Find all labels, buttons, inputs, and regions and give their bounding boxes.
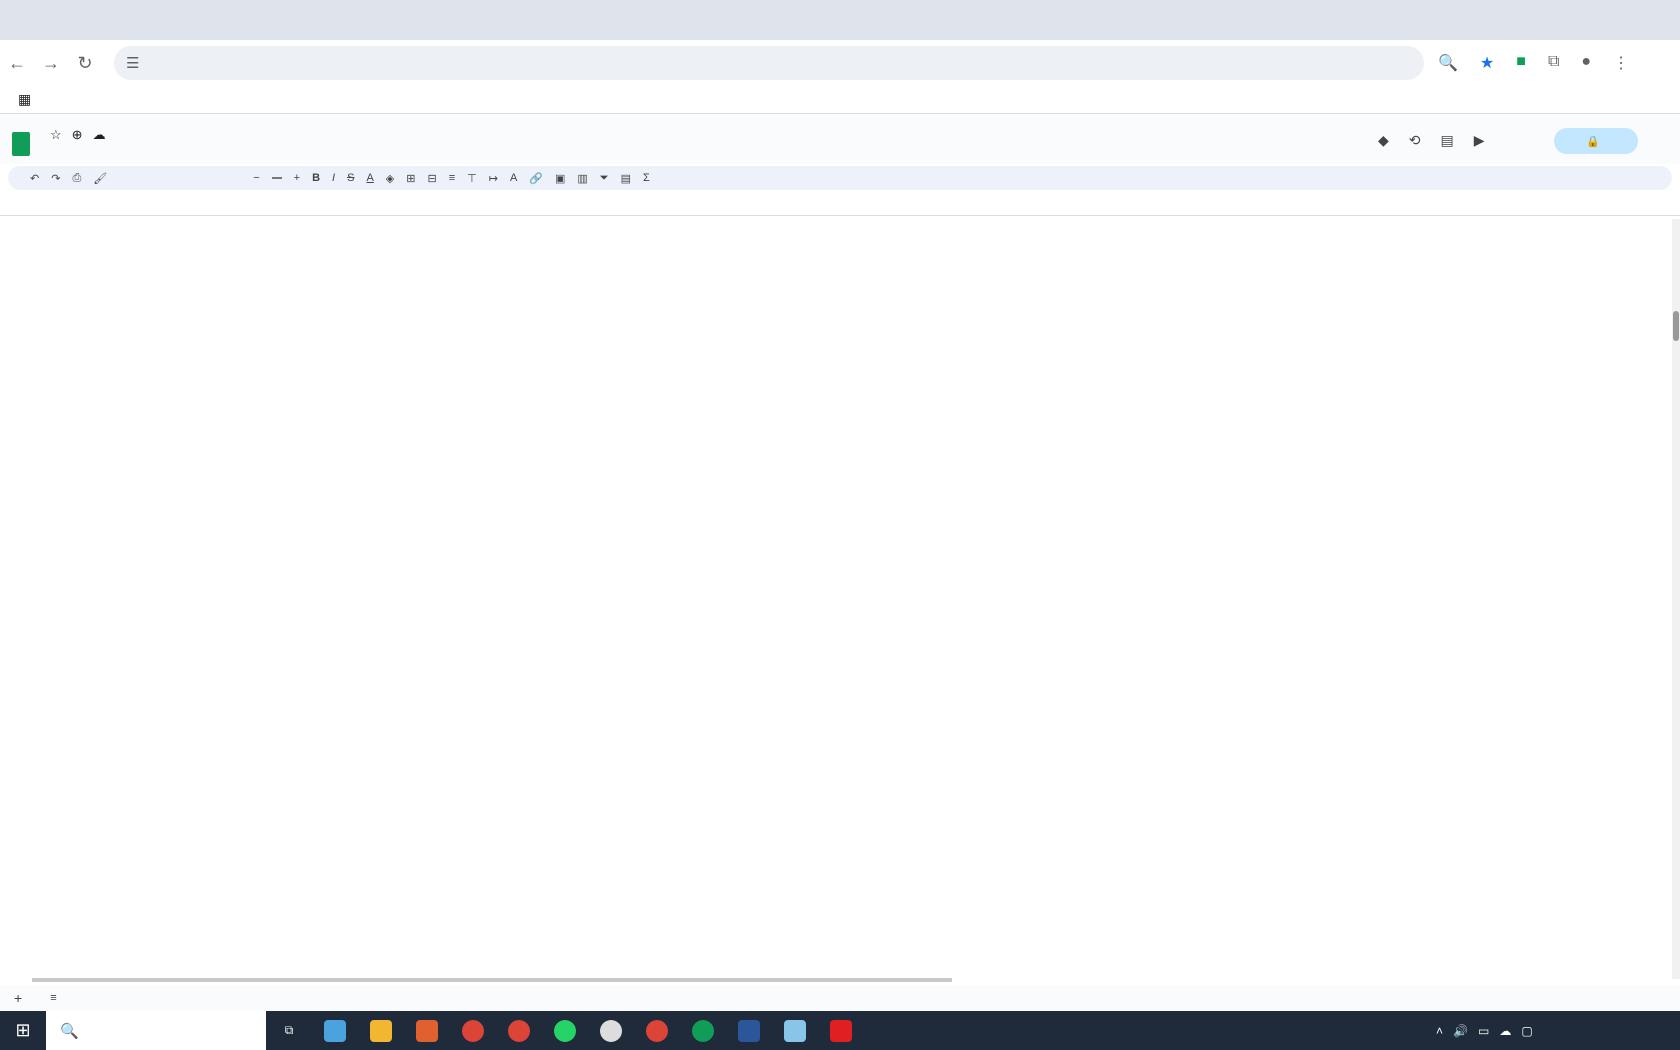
bookmarks-bar: [0, 86, 1680, 114]
strikethrough-icon[interactable]: S: [347, 172, 355, 184]
sheet-tabs-bar: [0, 985, 1680, 1011]
cloud-icon[interactable]: ☁: [1499, 1024, 1512, 1038]
windows-taskbar: [0, 1011, 1680, 1050]
windows-start-icon[interactable]: ⊞: [15, 1020, 31, 1040]
app-icon-2[interactable]: [588, 1011, 634, 1050]
extension-icon[interactable]: ■: [1516, 53, 1526, 70]
align-icon[interactable]: ≡: [448, 172, 456, 184]
fill-color-icon[interactable]: ◈: [385, 172, 395, 185]
volume-icon[interactable]: 🔊: [1453, 1024, 1468, 1038]
font-size-decrease[interactable]: −: [253, 172, 260, 184]
extensions-puzzle-icon[interactable]: ⧉: [1547, 53, 1560, 70]
reload-icon[interactable]: ↻: [77, 52, 93, 73]
valign-icon[interactable]: ⊤: [467, 172, 477, 185]
link-icon[interactable]: 🔗: [529, 172, 543, 185]
add-sheet-icon[interactable]: +: [14, 990, 23, 1006]
formula-bar: [0, 196, 1680, 216]
functions-icon[interactable]: Σ: [643, 172, 650, 184]
chrome-icon[interactable]: [450, 1011, 496, 1050]
font-size-increase[interactable]: +: [293, 172, 301, 184]
move-icon[interactable]: ⊕: [71, 127, 83, 142]
formatting-toolbar: [8, 166, 1672, 190]
gemini-icon[interactable]: ◆: [1378, 132, 1389, 148]
rotate-icon[interactable]: A: [509, 172, 518, 184]
all-sheets-icon[interactable]: ≡: [50, 992, 57, 1004]
horizontal-scrollbar[interactable]: [32, 978, 952, 982]
cloud-status-icon[interactable]: ☁: [92, 127, 106, 142]
lock-icon: 🔒: [1586, 135, 1600, 148]
browser-tab-strip: [0, 0, 1680, 40]
whatsapp-icon[interactable]: [542, 1011, 588, 1050]
app-icon[interactable]: [404, 1011, 450, 1050]
chrome-icon-3[interactable]: [634, 1011, 680, 1050]
bookmark-star-icon[interactable]: ★: [1479, 55, 1495, 72]
paint-format-icon[interactable]: 🖌: [93, 172, 108, 185]
chrome-icon-4[interactable]: [680, 1011, 726, 1050]
wrap-icon[interactable]: ↦: [488, 172, 498, 185]
doc-title-row: [40, 127, 106, 143]
sheets-logo-icon[interactable]: [12, 132, 30, 156]
notepad-icon[interactable]: [772, 1011, 818, 1050]
undo-icon[interactable]: ↶: [30, 172, 40, 185]
profile-avatar[interactable]: ●: [1581, 53, 1592, 70]
copilot-icon[interactable]: [312, 1011, 358, 1050]
taskbar-search[interactable]: [46, 1011, 266, 1050]
acrobat-icon[interactable]: [818, 1011, 864, 1050]
network-icon[interactable]: ▭: [1477, 1024, 1490, 1038]
comments-icon[interactable]: ▤: [1440, 132, 1454, 148]
word-icon[interactable]: [726, 1011, 772, 1050]
back-icon[interactable]: ←: [8, 52, 26, 73]
url-field[interactable]: [114, 46, 1424, 80]
merge-icon[interactable]: ⊟: [427, 172, 437, 185]
search-icon: 🔍: [60, 1022, 79, 1040]
forward-icon[interactable]: →: [42, 52, 60, 73]
meet-icon[interactable]: ▶: [1473, 132, 1485, 148]
filter-icon[interactable]: ⏷: [599, 171, 609, 184]
font-size-field[interactable]: [272, 177, 282, 179]
chrome-icon-2[interactable]: [496, 1011, 542, 1050]
system-tray: [1436, 1024, 1533, 1038]
apps-icon[interactable]: ▦: [18, 91, 32, 107]
address-bar-row: [0, 40, 1680, 86]
text-color-icon[interactable]: A: [366, 172, 374, 184]
spreadsheet-grid[interactable]: [0, 219, 1672, 979]
vertical-scrollbar[interactable]: [1672, 219, 1680, 979]
browser-menu-icon[interactable]: ⋮: [1613, 55, 1630, 72]
borders-icon[interactable]: ⊞: [406, 172, 416, 185]
task-view-icon[interactable]: ⧉: [284, 1023, 294, 1037]
notification-icon[interactable]: ▢: [1521, 1024, 1533, 1038]
chevron-up-icon[interactable]: ˄: [1436, 1024, 1444, 1038]
italic-icon[interactable]: I: [332, 172, 336, 184]
chart-icon[interactable]: ▥: [577, 172, 588, 185]
history-icon[interactable]: ⟲: [1408, 132, 1421, 148]
share-button[interactable]: [1554, 128, 1638, 154]
file-explorer-icon[interactable]: [358, 1011, 404, 1050]
filter-views-icon[interactable]: ▤: [620, 172, 632, 185]
zoom-icon[interactable]: 🔍: [1438, 55, 1458, 72]
star-icon[interactable]: ☆: [50, 127, 62, 142]
comment-icon[interactable]: ▣: [554, 172, 566, 185]
print-icon[interactable]: ⎙: [72, 171, 82, 184]
bold-icon[interactable]: B: [312, 172, 321, 184]
site-info-icon[interactable]: ☰: [126, 55, 140, 72]
redo-icon[interactable]: ↷: [51, 172, 61, 185]
